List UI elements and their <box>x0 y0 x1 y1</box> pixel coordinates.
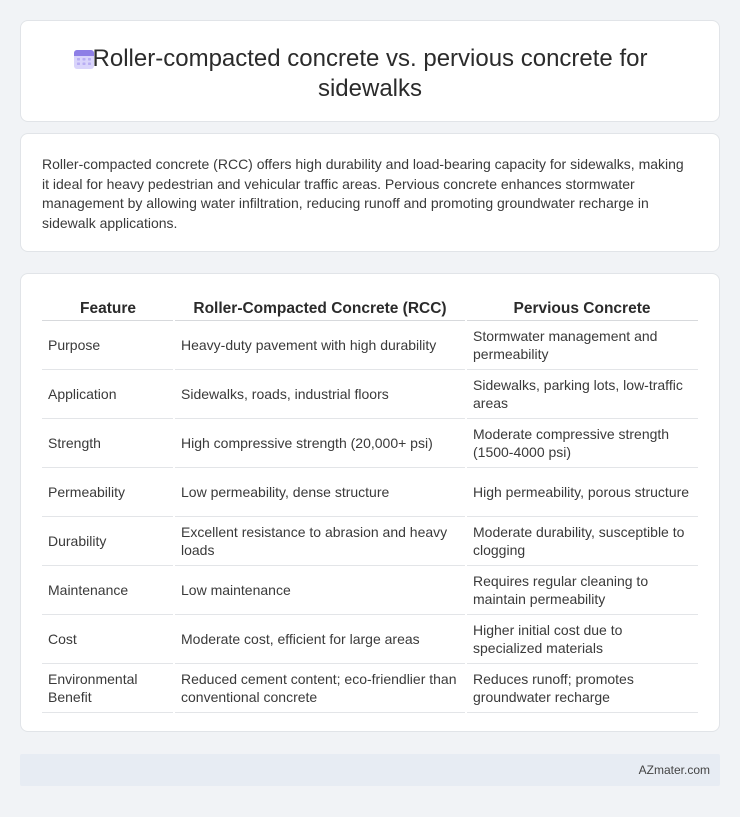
summary-text: Roller-compacted concrete (RCC) offers high durability and load-bearing capacity for sidewalks, making it ideal for heavy pedestrian and vehicular traffic areas. Pervious concrete enhances stormwater management by allowing water infiltration, reducing runoff and promoting groundwater recharge in sidewalk applications. <box>42 156 684 231</box>
feature-cell: Environmental Benefit <box>42 663 174 712</box>
feature-cell: Cost <box>42 614 174 663</box>
table-row <box>42 320 698 369</box>
table-row <box>42 369 698 418</box>
feature-cell: Maintenance <box>42 565 174 614</box>
page-title: Roller-compacted concrete vs. pervious concrete for sidewalks <box>92 45 648 102</box>
table-row <box>42 467 698 516</box>
rcc-cell: Reduced cement content; eco-friendlier than conventional concrete <box>174 663 466 712</box>
rcc-cell: Sidewalks, roads, industrial floors <box>174 369 466 418</box>
pervious-cell: Sidewalks, parking lots, low-traffic areas <box>466 369 698 418</box>
header-feature: Feature <box>42 295 174 320</box>
table-row <box>42 516 698 565</box>
table-row <box>42 614 698 663</box>
header-rcc: Roller-Compacted Concrete (RCC) <box>174 295 466 320</box>
summary-card <box>20 133 720 252</box>
rcc-cell: Low maintenance <box>174 565 466 614</box>
rcc-cell: High compressive strength (20,000+ psi) <box>174 418 466 467</box>
header-pervious: Pervious Concrete <box>466 295 698 320</box>
comparison-table <box>42 295 698 713</box>
title-card <box>20 20 720 122</box>
pervious-cell: Requires regular cleaning to maintain permeability <box>466 565 698 614</box>
rcc-cell: Excellent resistance to abrasion and heavy loads <box>174 516 466 565</box>
feature-cell: Permeability <box>42 467 174 516</box>
pervious-cell: Moderate compressive strength (1500-4000 psi) <box>466 418 698 467</box>
footer-bar <box>20 754 720 786</box>
feature-cell: Application <box>42 369 174 418</box>
feature-cell: Purpose <box>42 320 174 369</box>
rcc-cell: Low permeability, dense structure <box>174 467 466 516</box>
table-row <box>42 663 698 712</box>
table-header-row <box>42 295 698 320</box>
pervious-cell: Reduces runoff; promotes groundwater recharge <box>466 663 698 712</box>
rcc-cell: Moderate cost, efficient for large areas <box>174 614 466 663</box>
pervious-cell: Stormwater management and permeability <box>466 320 698 369</box>
table-row <box>42 418 698 467</box>
feature-cell: Strength <box>42 418 174 467</box>
table-card <box>20 273 720 732</box>
pervious-cell: Moderate durability, susceptible to clogging <box>466 516 698 565</box>
pervious-cell: High permeability, porous structure <box>466 467 698 516</box>
feature-cell: Durability <box>42 516 174 565</box>
pervious-cell: Higher initial cost due to specialized materials <box>466 614 698 663</box>
table-row <box>42 565 698 614</box>
rcc-cell: Heavy-duty pavement with high durability <box>174 320 466 369</box>
footer-site-link[interactable]: AZmater.com <box>638 763 710 777</box>
